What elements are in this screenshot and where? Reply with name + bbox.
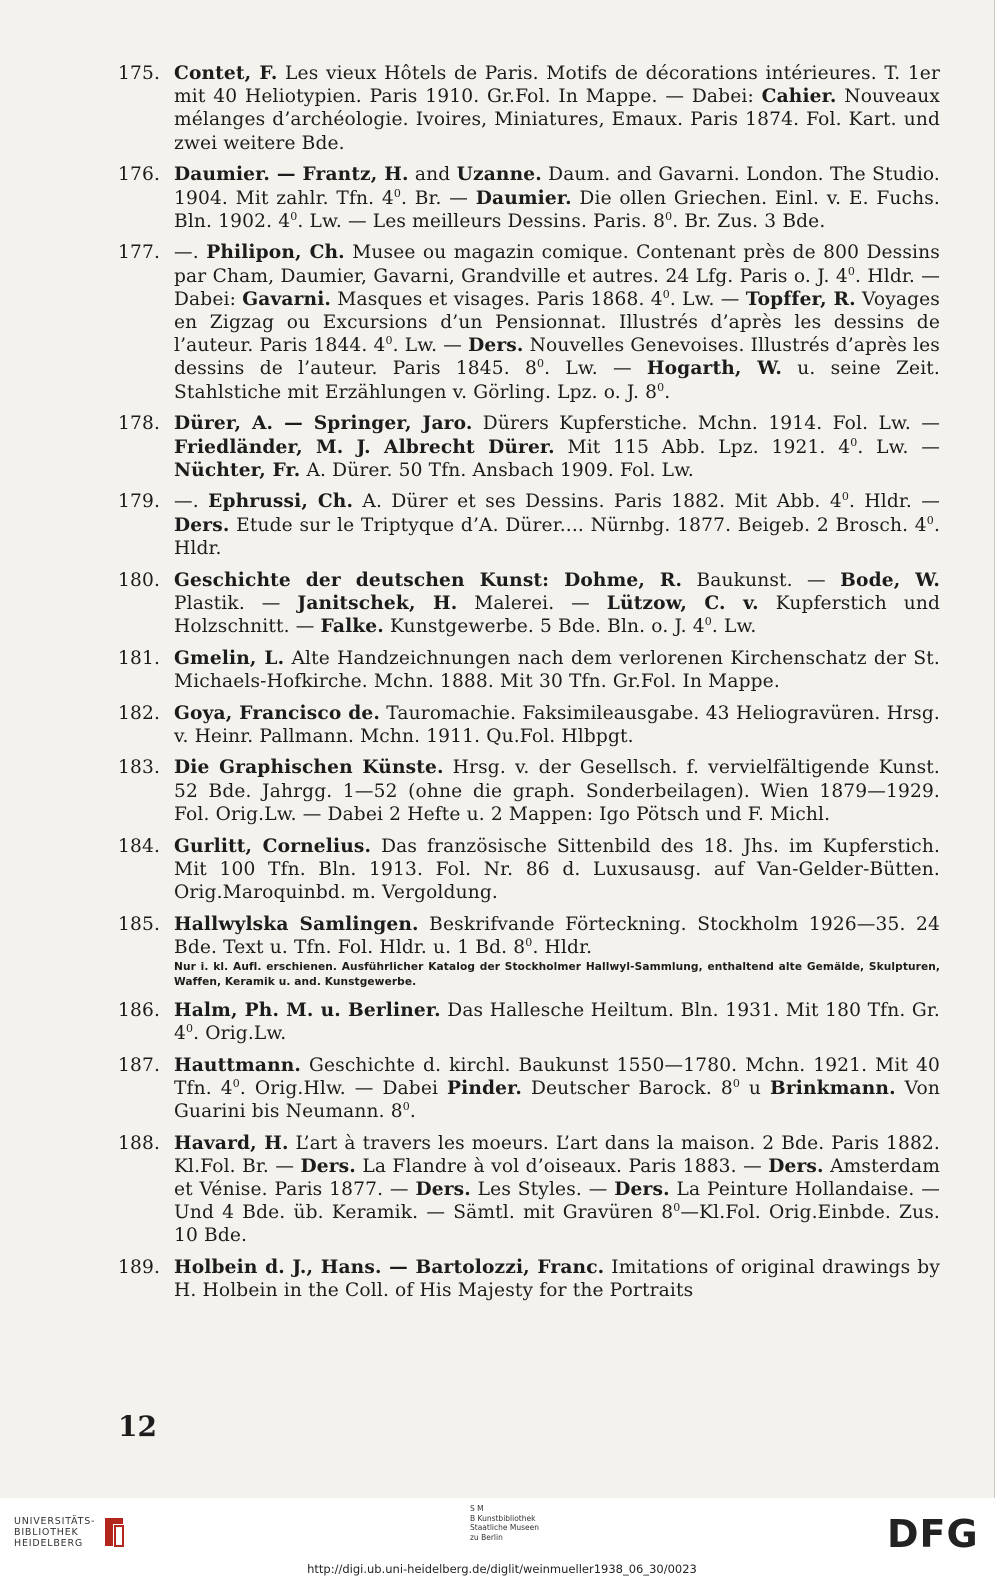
entry-text: Geschichte der deutschen Kunst: Dohme, R. Baukunst. — Bode, W. Plastik. — Janitschek, H. Malerei. — Lützow, C. v. Kupferstich und Holzschnitt. — Falke. Kunstgewerbe. 5 Bde. Bln. o. J. $4^0$. Lw. (174, 569, 941, 637)
credit-line-1: S M (470, 1504, 484, 1513)
catalog-entry (118, 999, 940, 1045)
catalog-entry (118, 702, 940, 748)
ub-logo-text (14, 1516, 95, 1549)
ub-heidelberg-logo (14, 1514, 127, 1550)
catalog-entry (118, 569, 940, 639)
entry-number: 179. (118, 491, 161, 513)
entry-number: 178. (118, 413, 161, 435)
entry-number: 187. (118, 1054, 161, 1076)
entry-text: Hallwylska Samlingen. Beskrifvande Förteckning. Stockholm 1926—35. 24 Bde. Text u. Tfn. Fol. Hldr. u. 1 Bd. $8^0$. Hldr. (174, 913, 940, 958)
entry-text: Havard, H. L’art à travers les moeurs. L’art dans la maison. 2 Bde. Paris 1882. Kl.Fol. Br. — Ders. La Flandre à vol d’oiseaux. Paris 1883. — Ders. Amsterdam et Vénise. Paris 1877. — Ders. Les Styles. — Ders. La Peinture Hollandaise. — Und 4 Bde. üb. Keramik. — Sämtl. mit Gravüren $8^0—Kl.Fol$. Orig.Einbde. Zus. 10 Bde. (174, 1132, 941, 1247)
catalog-entry (118, 756, 940, 826)
entry-text: Gurlitt, Cornelius. Das französische Sittenbild des 18. Jhs. im Kupferstich. Mit 100 Tfn. Bln. 1913. Fol. Nr. 86 d. Luxusausg. auf Van-Gelder-Bütten. Orig.Maroquinbd. m. Vergoldung. (174, 835, 940, 903)
catalog-entry (118, 62, 940, 155)
kunstbibliothek-credit (470, 1504, 539, 1542)
credit-line-3: Staatliche Museen (470, 1523, 539, 1532)
digitization-footer (0, 1498, 1004, 1580)
source-url[interactable]: http://digi.ub.uni-heidelberg.de/diglit/weinmueller1938_06_30/0023 (307, 1562, 697, 1576)
dfg-logo: DFG (887, 1512, 979, 1556)
entry-number: 186. (118, 999, 161, 1021)
entry-number: 181. (118, 647, 161, 669)
entry-note: Nur i. kl. Aufl. erschienen. Ausführlicher Katalog der Stockholmer Hallwyl-Sammlung, enthaltend alte Gemälde, Skulpturen, Waffen, Keramik u. and. Kunstgewerbe. (174, 961, 940, 989)
page-number: 12 (118, 1410, 157, 1443)
entry-number: 176. (118, 164, 161, 186)
catalog-entry (118, 1256, 940, 1302)
ub-line-2: BIBLIOTHEK (14, 1526, 79, 1538)
entry-number: 185. (118, 913, 161, 935)
entry-text: Daumier. — Frantz, H. and Uzanne. Daum. and Gavarni. London. The Studio. 1904. Mit zahlr. Tfn. $4^0$. Br. — Daumier. Die ollen Griechen. Einl. v. E. Fuchs. Bln. 1902. $4^0$. Lw. — Les meilleurs Dessins. Paris. $8^0$. Br. Zus. 3 Bde. (174, 164, 940, 232)
catalog-entry (118, 647, 940, 693)
catalog-entries (118, 62, 940, 1311)
page-edge (995, 0, 1004, 1498)
entry-text: Die Graphischen Künste. Hrsg. v. der Gesellsch. f. vervielfältigende Kunst. 52 Bde. Jahrgg. 1—52 (ohne die graph. Sonderbeilagen). Wien 1879—1929. Fol. Orig.Lw. — Dabei 2 Hefte u. 2 Mappen: Igo Pötsch und F. Michl. (174, 757, 940, 825)
catalog-entry (118, 163, 940, 233)
ub-emblem-icon (101, 1514, 127, 1550)
entry-text: Goya, Francisco de. Tauromachie. Faksimileausgabe. 43 Heliogravüren. Hrsg. v. Heinr. Pallmann. Mchn. 1911. Qu.Fol. Hlbpgt. (174, 702, 940, 747)
credit-line-2: B Kunstbibliothek (470, 1513, 536, 1523)
catalog-entry (118, 1054, 940, 1124)
entry-text: Holbein d. J., Hans. — Bartolozzi, Franc. Imitations of original drawings by H. Holbein in the Coll. of His Majesty for the Portraits (174, 1257, 940, 1302)
entry-number: 183. (118, 757, 161, 779)
catalog-entry (118, 490, 940, 560)
entry-number: 188. (118, 1132, 161, 1154)
entry-text: Gmelin, L. Alte Handzeichnungen nach dem verlorenen Kirchenschatz der St. Michaels-Hofkirche. Mchn. 1888. Mit 30 Tfn. Gr.Fol. In Mappe. (174, 647, 940, 692)
ub-line-1: UNIVERSITÄTS- (14, 1515, 96, 1527)
entry-text: Halm, Ph. M. u. Berliner. Das Hallesche Heiltum. Bln. 1931. Mit 180 Tfn. Gr. $4^0$. Orig.Lw. (174, 999, 940, 1044)
entry-number: 177. (118, 242, 161, 264)
entry-number: 180. (118, 569, 161, 591)
entry-number: 182. (118, 702, 161, 724)
entry-text: Hauttmann. Geschichte d. kirchl. Baukunst 1550—1780. Mchn. 1921. Mit 40 Tfn. $4^0$. Orig.Hlw. — Dabei Pinder. Deutscher Barock. $8^0$ u Brinkmann. Von Guarini bis Neumann. $8^0$. (174, 1054, 940, 1122)
entry-text: Dürer, A. — Springer, Jaro. Dürers Kupferstiche. Mchn. 1914. Fol. Lw. — Friedländer, M. J. Albrecht Dürer. Mit 115 Abb. Lpz. 1921. $4^0$. Lw. — Nüchter, Fr. A. Dürer. 50 Tfn. Ansbach 1909. Fol. Lw. (174, 413, 941, 481)
entry-text: —. Ephrussi, Ch. A. Dürer et ses Dessins. Paris 1882. Mit Abb. $4^0$. Hldr. — Ders. Etude sur le Triptyque d’A. Dürer.... Nürnbg. 1877. Beigeb. 2 Brosch. $4^0$. Hldr. (174, 490, 940, 559)
catalog-entry (118, 1132, 940, 1248)
entry-number: 184. (118, 835, 161, 857)
catalog-entry (118, 241, 940, 403)
credit-line-4: zu Berlin (470, 1532, 503, 1542)
ub-line-3: HEIDELBERG (14, 1537, 84, 1549)
catalog-entry (118, 835, 940, 905)
entry-number: 189. (118, 1257, 161, 1279)
catalog-entry (118, 412, 940, 482)
entry-text: Contet, F. Les vieux Hôtels de Paris. Motifs de décorations intérieures. T. 1er mit 40 Heliotypien. Paris 1910. Gr.Fol. In Mappe. — Dabei: Cahier. Nouveaux mélanges d’archéologie. Ivoires, Miniatures, Emaux. Paris 1874. Fol. Kart. und zwei weitere Bde. (174, 63, 940, 154)
entry-number: 175. (118, 63, 161, 84)
entry-text: —. Philipon, Ch. Musee ou magazin comique. Contenant près de 800 Dessins par Cham, Daumier, Gavarni, Grandville et autres. 24 Lfg. Paris o. J. $4^0$. Hldr. — Dabei: Gavarni. Masques et visages. Paris 1868. $4^0$. Lw. — Topffer, R. Voyages en Zigzag ou Excursions d’un Pensionnat. Illustrés d’après les dessins de l’auteur. Paris 1844. $4^0$. Lw. — Ders. Nouvelles Genevoises. Illustrés d’après les dessins de l’auteur. Paris 1845. $8^0$. Lw. — Hogarth, W. u. seine Zeit. Stahlstiche mit Erzählungen v. Görling. Lpz. o. J. $8^0$. (174, 242, 940, 403)
catalog-entry (118, 913, 940, 990)
